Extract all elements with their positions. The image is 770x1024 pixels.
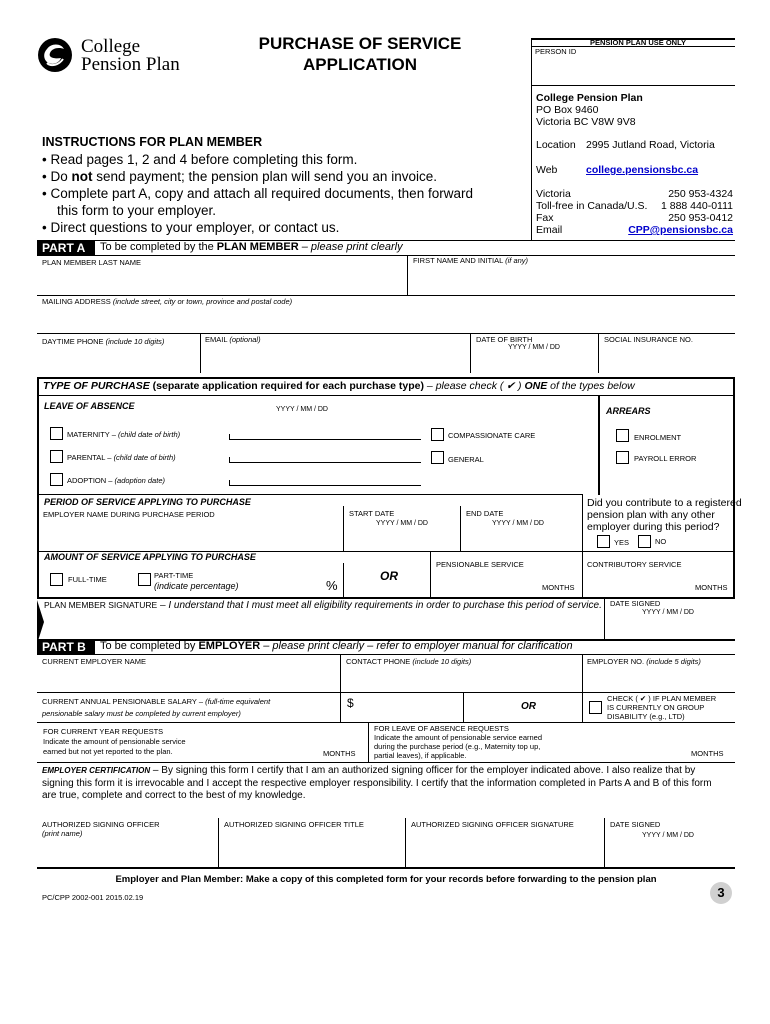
part-b-desc-text: To be completed by — [100, 640, 199, 652]
yes-label: YES — [614, 538, 630, 547]
cert-line-1 — [42, 765, 732, 778]
rule — [37, 395, 735, 396]
salary-field[interactable] — [358, 695, 458, 720]
disability-label-3: DISABILITY (e.g., LTD) — [607, 712, 685, 721]
date-signed-label: DATE SIGNED — [610, 599, 661, 608]
rule — [368, 722, 369, 762]
rule — [37, 762, 735, 763]
amount-heading: AMOUNT OF SERVICE APPLYING TO PURCHASE — [44, 552, 256, 562]
phone-note: (include 10 digits) — [105, 337, 165, 346]
parental-note: (child date of birth) — [113, 453, 176, 462]
contributory-months-field[interactable] — [585, 570, 690, 594]
instruction-item: • Complete part A, copy and attach all required documents, then forward — [42, 186, 473, 201]
general-label: GENERAL — [448, 455, 484, 464]
full-time-checkbox[interactable] — [50, 573, 63, 586]
current-year-months-label: MONTHS — [323, 749, 356, 758]
leave-request-label-1: FOR LEAVE OF ABSENCE REQUESTS — [374, 724, 509, 733]
email-field[interactable] — [203, 350, 467, 372]
rule — [37, 494, 582, 495]
part-a-tag: PART A — [37, 240, 95, 255]
member-date-signed-field[interactable] — [607, 620, 734, 638]
leave-months-label: MONTHS — [691, 749, 724, 758]
logo — [37, 37, 197, 77]
dob-label: DATE OF BIRTH — [476, 335, 533, 344]
leave-date-format: YYYY / MM / DD — [276, 406, 328, 413]
current-year-label-1: FOR CURRENT YEAR REQUESTS — [43, 727, 164, 736]
current-employer-label: CURRENT EMPLOYER NAME — [42, 657, 147, 666]
cert-label: EMPLOYER CERTIFICATION — [42, 766, 151, 775]
adoption-date-field[interactable] — [229, 480, 421, 486]
rule — [598, 395, 600, 495]
date-signed-format: YYYY / MM / DD — [642, 609, 694, 616]
contact-phone-note: (include 10 digits) — [412, 657, 472, 666]
officer-date-field[interactable] — [607, 844, 734, 866]
contributory-months-label: MONTHS — [695, 583, 728, 592]
phone-label — [42, 337, 164, 346]
adoption-text: ADOPTION – — [67, 476, 113, 485]
parental-text: PARENTAL – — [67, 453, 112, 462]
part-time-percent-field[interactable] — [245, 570, 320, 594]
part-a-desc-text: To be completed by the — [100, 241, 217, 253]
mailing-label — [42, 297, 292, 306]
member-signature-field[interactable] — [44, 614, 600, 638]
web-link[interactable]: college.pensionsbc.ca — [586, 164, 699, 176]
percent-sign: % — [326, 578, 338, 593]
person-id-label: PERSON ID — [535, 47, 577, 56]
rule — [343, 563, 344, 597]
sin-label: SOCIAL INSURANCE NO. — [604, 335, 693, 344]
or-label-b: OR — [521, 701, 536, 712]
tollfree-label: Toll-free in Canada/U.S. — [536, 200, 648, 212]
use-only-label: PENSION PLAN USE ONLY — [590, 38, 686, 47]
pensionable-label: PENSIONABLE SERVICE — [436, 560, 524, 569]
person-id-field[interactable] — [535, 58, 733, 84]
officer-date-label: DATE SIGNED — [610, 820, 661, 829]
first-name-text: FIRST NAME AND INITIAL — [413, 256, 504, 265]
fax-label: Fax — [536, 212, 554, 224]
part-a-desc-bold: PLAN MEMBER — [216, 241, 299, 253]
payroll-error-checkbox[interactable] — [616, 451, 629, 464]
contact-border — [531, 85, 532, 240]
leave-heading: LEAVE OF ABSENCE — [44, 401, 135, 411]
part-a-desc-italic: – please print clearly — [298, 241, 403, 253]
type-heading-label: TYPE OF PURCHASE — [43, 380, 150, 392]
dollar-sign: $ — [347, 696, 354, 710]
officer-title-field[interactable] — [221, 834, 402, 866]
page-number-badge — [710, 882, 732, 904]
rule — [340, 692, 341, 722]
disability-label-2: IS CURRENTLY ON GROUP — [607, 703, 705, 712]
or-label-a: OR — [380, 569, 398, 583]
maternity-note: (child date of birth) — [118, 430, 181, 439]
rule — [582, 494, 583, 551]
signature-note: – I understand that I must meet all eligibility requirements in order to purchase this period of service. — [157, 600, 602, 611]
contact-po-box: PO Box 9460 — [536, 104, 599, 116]
end-date-label: END DATE — [466, 509, 504, 518]
contrib-question-3: employer during this period? — [587, 521, 720, 533]
enrolment-checkbox[interactable] — [616, 429, 629, 442]
rule — [37, 722, 735, 723]
parental-checkbox[interactable] — [50, 450, 63, 463]
start-date-label: START DATE — [349, 509, 395, 518]
college-pension-plan-logo-icon — [37, 37, 73, 73]
rule — [460, 506, 461, 551]
leave-months-field[interactable] — [590, 728, 685, 758]
rule — [604, 597, 605, 639]
mailing-address-field[interactable] — [40, 308, 734, 332]
start-date-format: YYYY / MM / DD — [376, 520, 428, 527]
rule — [343, 506, 344, 551]
no-label: NO — [655, 537, 667, 546]
part-time-note: (indicate percentage) — [154, 581, 239, 591]
payroll-error-label: PAYROLL ERROR — [634, 454, 697, 463]
tollfree-phone: 1 888 440-0111 — [660, 200, 733, 212]
cert-line-3: are true, complete and correct to the best of my knowledge. — [42, 790, 306, 801]
employer-no-note: (include 5 digits) — [646, 657, 701, 666]
instructions-heading: INSTRUCTIONS FOR PLAN MEMBER — [42, 135, 263, 149]
contact-city: Victoria BC V8W 9V8 — [536, 116, 636, 128]
contrib-question-1: Did you contribute to a registered — [587, 497, 742, 509]
form-title-line2: APPLICATION — [303, 55, 417, 74]
email-label: Email — [536, 224, 563, 236]
yes-checkbox[interactable] — [597, 535, 610, 548]
rule — [37, 333, 735, 334]
rule — [37, 295, 735, 296]
part-b-description — [100, 640, 573, 652]
officer-name-label: AUTHORIZED SIGNING OFFICER — [42, 820, 160, 829]
disability-label-1: CHECK ( ✔ ) IF PLAN MEMBER — [607, 694, 717, 703]
current-year-label-3: earned but not yet reported to the plan. — [43, 747, 173, 756]
part-b-desc-bold: EMPLOYER — [198, 640, 261, 652]
pensionable-months-field[interactable] — [433, 570, 538, 594]
current-employer-field[interactable] — [40, 668, 338, 690]
adoption-note: (adoption date) — [114, 476, 165, 485]
instruction-item: • Direct questions to your employer, or contact us. — [42, 220, 340, 235]
employer-name-label: EMPLOYER NAME DURING PURCHASE PERIOD — [43, 510, 215, 519]
part-time-checkbox[interactable] — [138, 573, 151, 586]
parental-label — [67, 453, 176, 462]
type-heading-one: ONE — [524, 380, 548, 392]
type-heading-end: of the types below — [547, 380, 635, 392]
type-heading — [43, 380, 635, 392]
rule — [405, 818, 406, 868]
salary-label-1 — [42, 697, 270, 706]
officer-name-field[interactable] — [40, 840, 215, 866]
compassionate-label: COMPASSIONATE CARE — [448, 431, 536, 440]
rule — [218, 818, 219, 868]
period-heading: PERIOD OF SERVICE APPLYING TO PURCHASE — [44, 497, 251, 507]
contact-phone-field[interactable] — [343, 668, 580, 690]
rule — [37, 654, 735, 655]
rule — [470, 333, 471, 373]
rule — [582, 692, 583, 722]
email-text: EMAIL — [205, 335, 228, 344]
employer-no-text: EMPLOYER NO. — [587, 657, 645, 666]
instruction-item: this form to your employer. — [57, 203, 217, 218]
salary-note: (full-time equivalent — [205, 697, 271, 706]
contact-phone-text: CONTACT PHONE — [346, 657, 411, 666]
no-checkbox[interactable] — [638, 535, 651, 548]
full-time-label: FULL-TIME — [68, 575, 107, 584]
officer-signature-field[interactable] — [408, 834, 601, 866]
current-year-months-field[interactable] — [230, 728, 320, 758]
parental-date-field[interactable] — [229, 457, 421, 463]
email-link[interactable]: CPP@pensionsbc.ca — [628, 224, 733, 236]
cert-text: – By signing this form I certify that I am an authorized signing officer for the employer indicated above. I also realize that by — [150, 765, 696, 776]
logo-line2: Pension Plan — [81, 54, 180, 75]
instruction-text: • Do — [42, 169, 72, 184]
pensionable-months-label: MONTHS — [542, 583, 575, 592]
location-value: 2995 Jutland Road, Victoria — [586, 139, 715, 151]
part-time-label: PART-TIME — [154, 571, 194, 580]
start-date-field[interactable] — [346, 530, 458, 548]
instruction-item — [42, 168, 522, 185]
mailing-text: MAILING ADDRESS — [42, 297, 111, 306]
rule — [604, 818, 605, 868]
dob-format: YYYY / MM / DD — [508, 344, 560, 351]
phone-text: DAYTIME PHONE — [42, 337, 104, 346]
contrib-question-2: pension plan with any other — [587, 509, 715, 521]
maternity-text: MATERNITY – — [67, 430, 116, 439]
contact-name: College Pension Plan — [536, 92, 643, 104]
type-heading-italic: – please check ( ✔ ) — [424, 380, 525, 392]
instruction-text: send payment; the pension plan will send you an invoice. — [92, 169, 437, 184]
employer-no-label — [587, 657, 701, 666]
signature-label — [44, 600, 602, 611]
maternity-label — [67, 430, 180, 439]
rule — [37, 692, 735, 693]
first-name-note: (if any) — [505, 256, 529, 265]
part-a-description — [100, 241, 403, 253]
officer-title-label: AUTHORIZED SIGNING OFFICER TITLE — [224, 820, 364, 829]
instruction-item: • Read pages 1, 2 and 4 before completing this form. — [42, 152, 358, 167]
page-number: 3 — [717, 885, 725, 900]
logo-line1: College — [81, 36, 141, 57]
end-date-field[interactable] — [463, 530, 580, 548]
rule — [582, 654, 583, 692]
rule — [407, 255, 408, 295]
location-label: Location — [536, 139, 576, 151]
signature-arrow-icon — [37, 600, 44, 644]
employer-name-field[interactable] — [40, 522, 340, 548]
form-title-line1: PURCHASE OF SERVICE — [258, 34, 462, 53]
instruction-emphasis: not — [71, 169, 93, 184]
email-field-label — [205, 335, 261, 344]
enrolment-label: ENROLMENT — [634, 433, 682, 442]
rule — [37, 255, 735, 256]
employer-certification — [42, 765, 732, 803]
adoption-checkbox[interactable] — [50, 473, 63, 486]
rule — [200, 333, 201, 373]
rule — [37, 867, 735, 869]
web-label: Web — [536, 164, 558, 176]
disability-checkbox[interactable] — [589, 701, 602, 714]
employer-no-field[interactable] — [585, 668, 734, 690]
adoption-label — [67, 476, 165, 485]
instructions — [42, 134, 522, 236]
part-b-desc-italic: – please print clearly – refer to employer manual for clarification — [260, 640, 573, 652]
officer-signature-label: AUTHORIZED SIGNING OFFICER SIGNATURE — [411, 820, 574, 829]
general-checkbox[interactable] — [431, 451, 444, 464]
first-name-label — [413, 256, 528, 265]
victoria-label: Victoria — [536, 188, 571, 200]
rule — [463, 692, 464, 722]
first-name-field[interactable] — [410, 268, 734, 294]
phone-field[interactable] — [40, 350, 198, 372]
salary-label-2: pensionable salary must be completed by current employer) — [42, 709, 241, 718]
leave-request-label-2: Indicate the amount of pensionable service earned — [374, 733, 543, 742]
form-code: PC/CPP 2002-001 2015.02.19 — [42, 893, 144, 902]
mailing-note: (include street, city or town, province and postal code) — [112, 297, 293, 306]
current-year-label-2: Indicate the amount of pensionable service — [43, 737, 186, 746]
end-date-format: YYYY / MM / DD — [492, 520, 544, 527]
email-note: (optional) — [229, 335, 261, 344]
rule — [430, 551, 431, 597]
fax-phone: 250 953-0412 — [668, 212, 733, 224]
footer-note: Employer and Plan Member: Make a copy of this completed form for your records before forwarding to the pension plan — [115, 874, 657, 885]
officer-name-note: (print name) — [42, 829, 83, 838]
victoria-phone: 250 953-4324 — [668, 188, 733, 200]
use-only-bottom — [531, 85, 735, 86]
maternity-date-field[interactable] — [229, 434, 421, 440]
rule — [340, 654, 341, 692]
signature-text: PLAN MEMBER SIGNATURE — [44, 600, 158, 610]
last-name-field[interactable] — [40, 268, 405, 294]
contact-phone-label — [346, 657, 471, 666]
type-heading-bold: (separate application required for each purchase type) — [149, 380, 425, 392]
rule — [582, 551, 583, 597]
sin-field[interactable] — [601, 350, 734, 372]
dob-field[interactable] — [473, 354, 596, 372]
rule — [598, 333, 599, 373]
compassionate-checkbox[interactable] — [431, 428, 444, 441]
cert-line-2: signing this form it is irrevocable and I accept the respective employer responsibility. I certify that the information completed in Parts A and B of this form — [42, 777, 712, 789]
leave-request-label-3: during the purchase period (e.g., Maternity top up, — [374, 742, 541, 751]
salary-text: CURRENT ANNUAL PENSIONABLE SALARY – — [42, 697, 204, 706]
contributory-label: CONTRIBUTORY SERVICE — [587, 560, 682, 569]
maternity-checkbox[interactable] — [50, 427, 63, 440]
leave-request-label-4: partial leaves), if applicable. — [374, 751, 467, 760]
arrears-heading: ARREARS — [606, 406, 651, 416]
part-b-tag: PART B — [37, 639, 95, 654]
officer-date-format: YYYY / MM / DD — [642, 832, 694, 839]
last-name-label: PLAN MEMBER LAST NAME — [42, 258, 142, 267]
